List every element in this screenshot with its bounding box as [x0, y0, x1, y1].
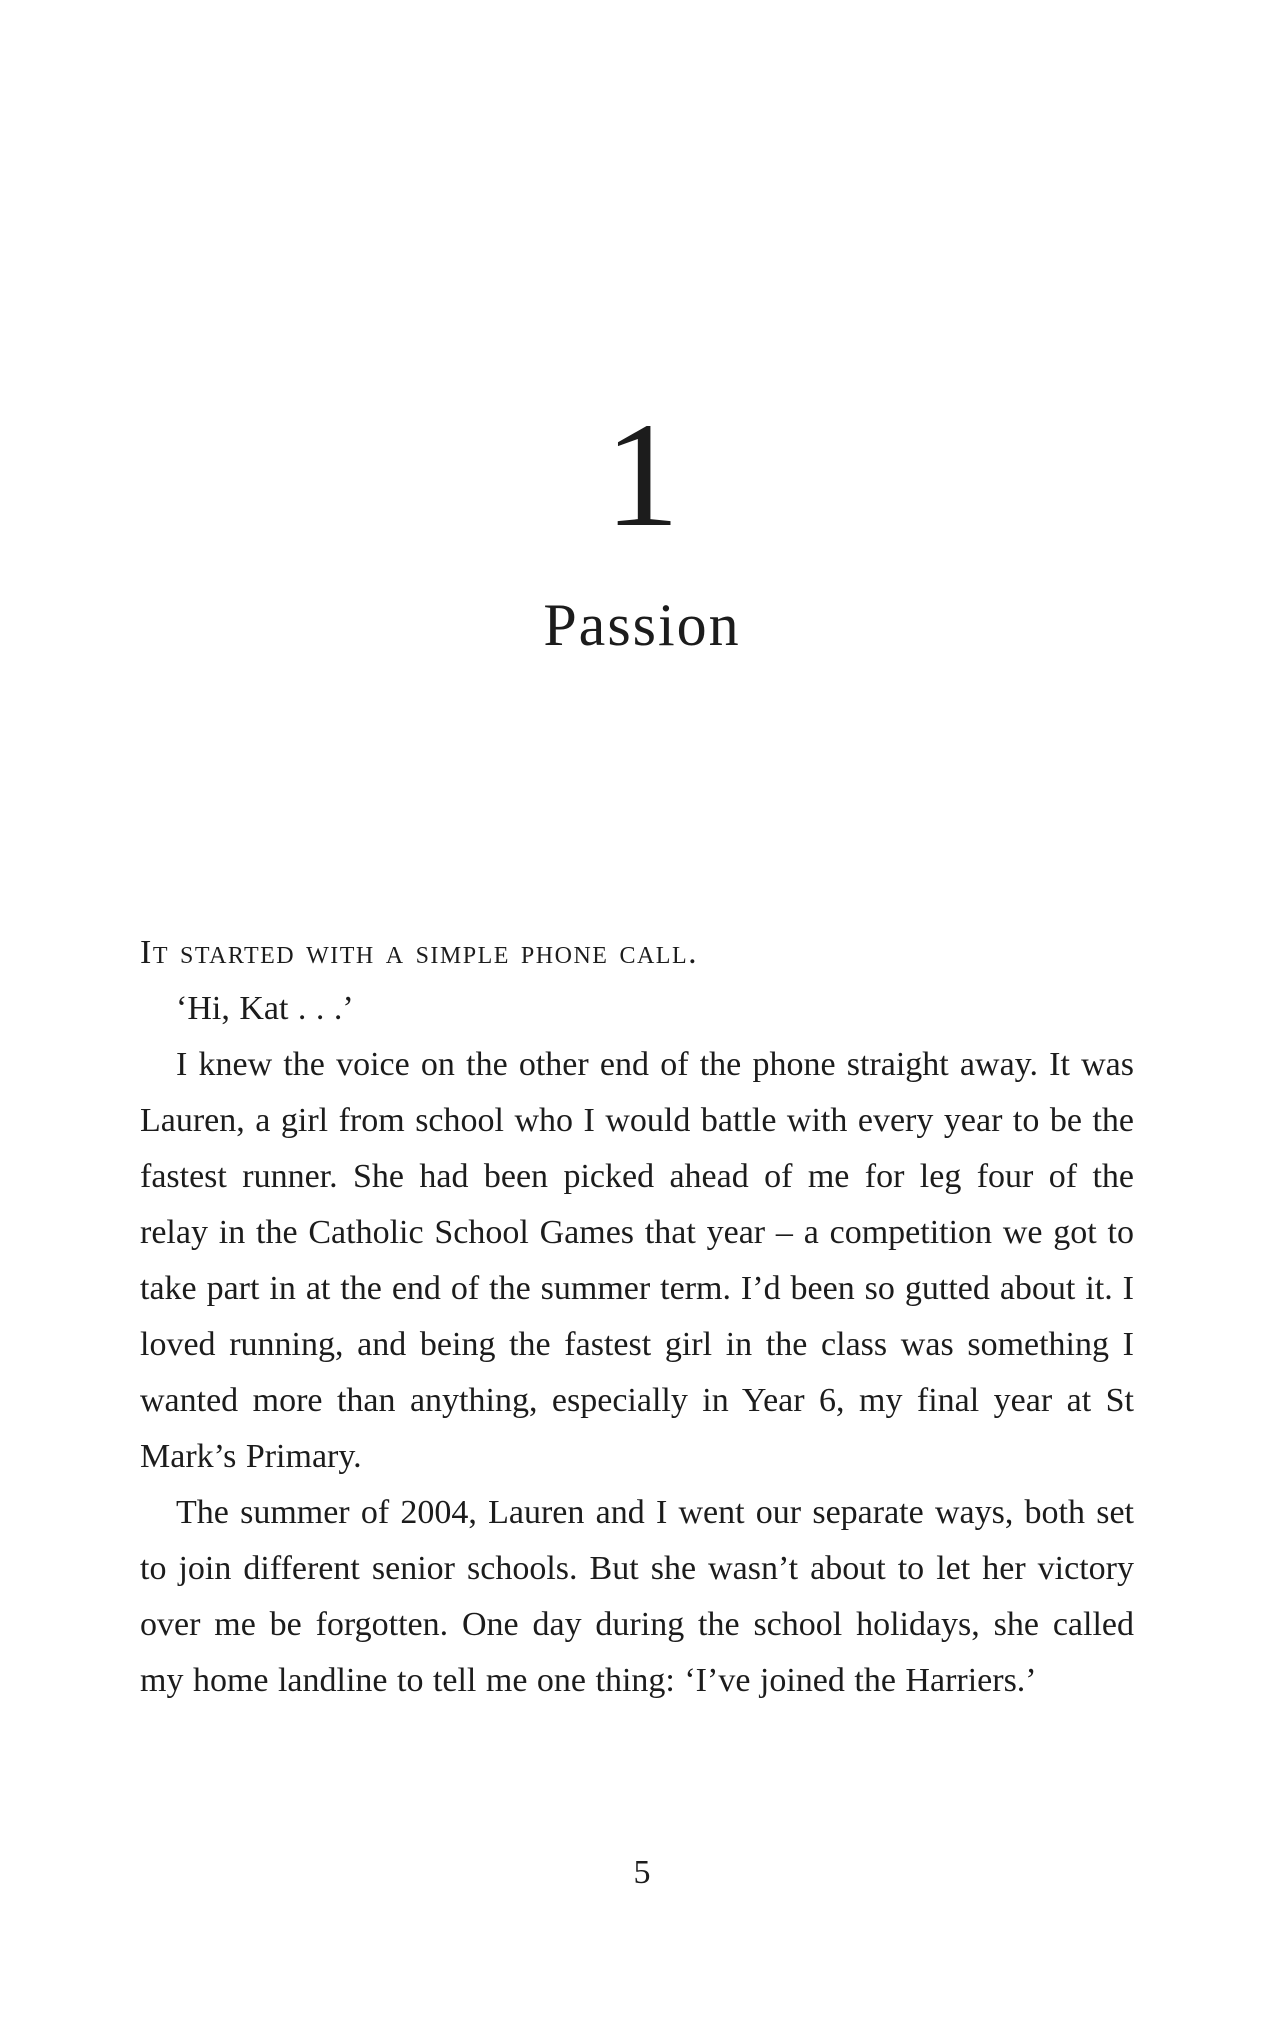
chapter-title: Passion — [543, 592, 741, 658]
chapter-body — [140, 925, 1134, 1709]
chapter-number: 1 — [604, 392, 680, 558]
paragraph: I knew the voice on the other end of the phone straight away. It was Lauren, a girl from school who I would battle with every year to be the fastest runner. She had been picked ahead of me for leg four of the relay in the Catholic School Games that year – a competition we got to take part in at the end of the summer term. I’d been so gutted about it. I loved running, and being the fastest girl in the class was something I wanted more than anything, especially in Year 6, my final year at St Mark’s Primary. — [140, 1046, 1134, 1475]
paragraph: The summer of 2004, Lauren and I went our separate ways, both set to join different senior schools. But she wasn’t about to let her victory over me be forgotten. One day during the school holidays, she called my home landline to tell me one thing: ‘I’ve joined the Harriers.’ — [140, 1494, 1134, 1699]
opening-line: It started with a simple phone call. — [140, 934, 699, 971]
paragraph: ‘Hi, Kat . . .’ — [176, 990, 354, 1027]
page-number: 5 — [633, 1854, 651, 1891]
